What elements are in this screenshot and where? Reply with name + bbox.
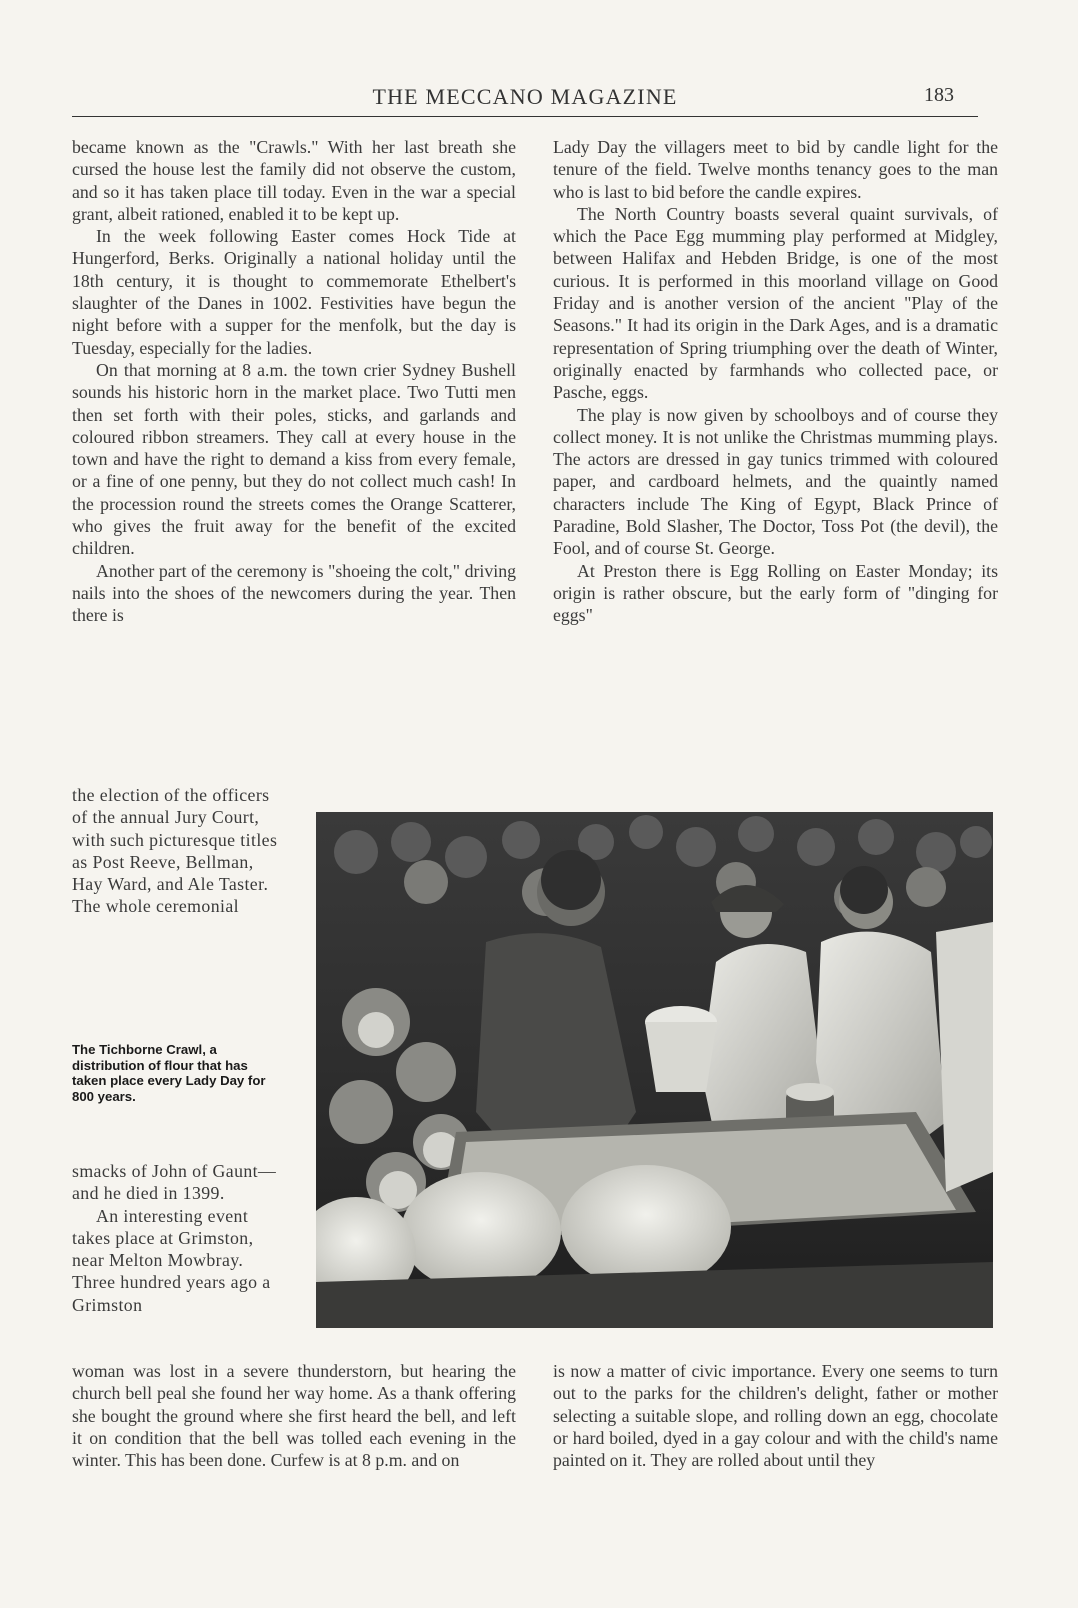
right-column-upper xyxy=(553,136,998,627)
page-number: 183 xyxy=(924,84,954,106)
magazine-title: THE MECCANO MAGAZINE xyxy=(372,84,678,109)
paragraph: At Preston there is Egg Rolling on Easter Monday; its origin is rather obscure, but the early form of "dinging for eggs" xyxy=(553,560,998,626)
photo-caption: The Tichborne Crawl, a distribution of flour that has taken place every Lady Day for 800 years. xyxy=(72,1042,266,1104)
paragraph: smacks of John of Gaunt—and he died in 1399. xyxy=(72,1161,277,1204)
left-narrow-column-lower xyxy=(72,1160,282,1316)
flour-distribution-photo xyxy=(316,812,993,1328)
left-narrow-column-upper xyxy=(72,784,282,918)
right-column-lower xyxy=(553,1360,998,1471)
paragraph: The play is now given by schoolboys and of course they collect money. It is not unlike the Christmas mumming plays. The actors are dressed in gay tunics trimmed with coloured paper, and cardboard helmets, and the quaintly named characters include The King of Egypt, Black Prince of Paradine, Bold Slasher, The Doctor, Toss Pot (the devil), the Fool, and of course St. George. xyxy=(553,404,998,559)
paragraph: Another part of the ceremony is "shoeing the colt," driving nails into the shoes of the newcomers during the year. Then there is xyxy=(72,560,516,626)
left-column-lower xyxy=(72,1360,516,1471)
paragraph: Lady Day the villagers meet to bid by candle light for the tenure of the field. Twelve months tenancy goes to the man who is last to bid before the candle expires. xyxy=(553,137,998,202)
paragraph: the election of the officers of the annual Jury Court, with such picturesque titles as Post Reeve, Bellman, Hay Ward, and Ale Taster. The whole ceremonial xyxy=(72,785,278,917)
paragraph: In the week following Easter comes Hock Tide at Hungerford, Berks. Originally a national holiday until the 18th century, it is thought to commemorate Ethelbert's slaughter of the Danes in 1002. Festivities have begun the night before with a supper for the menfolk, but the day is Tuesday, especially for the ladies. xyxy=(72,226,516,358)
paragraph: is now a matter of civic importance. Every one seems to turn out to the parks for the children's delight, father or mother selecting a suitable slope, and rolling down an egg, chocolate or hard boiled, dyed in a gay colour and with the child's name painted on it. They are rolled about until they xyxy=(553,1361,998,1471)
running-header xyxy=(72,82,978,117)
paragraph: An interesting event takes place at Grimston, near Melton Mowbray. Three hundred years ago a Grimston xyxy=(72,1205,271,1315)
paragraph: On that morning at 8 a.m. the town crier Sydney Bushell sounds his historic horn in the market place. Two Tutti men then set forth with their poles, sticks, and garlands and coloured ribbon streamers. They call at every house in the town and have the right to demand a kiss from every female, or a fine of one penny, but they do not collect much cash! In the procession round the streets comes the Orange Scatterer, who gives the fruit away for the benefit of the excited children. xyxy=(72,359,516,559)
paragraph: woman was lost in a severe thunderstorn, but hearing the church bell peal she found her way home. As a thank offering she bought the ground where she first heard the bell, and left it on condition that the bell was tolled each evening in the winter. This has been done. Curfew is at 8 p.m. and on xyxy=(72,1361,516,1471)
paragraph: The North Country boasts several quaint survivals, of which the Pace Egg mumming play performed at Midgley, between Halifax and Hebden Bridge, is one of the most curious. It is performed in this moorland village on Good Friday and is another version of the ancient "Play of the Seasons." It had its origin in the Dark Ages, and is a dramatic representation of Spring triumphing over the death of Winter, originally enacted by farmhands who collected pace, or Pasche, eggs. xyxy=(553,203,998,403)
paragraph: became known as the "Crawls." With her last breath she cursed the house lest the family did not observe the custom, and so it has taken place till today. Even in the war a special grant, albeit rationed, enabled it to be kept up. xyxy=(72,137,516,224)
left-column-upper xyxy=(72,136,516,627)
